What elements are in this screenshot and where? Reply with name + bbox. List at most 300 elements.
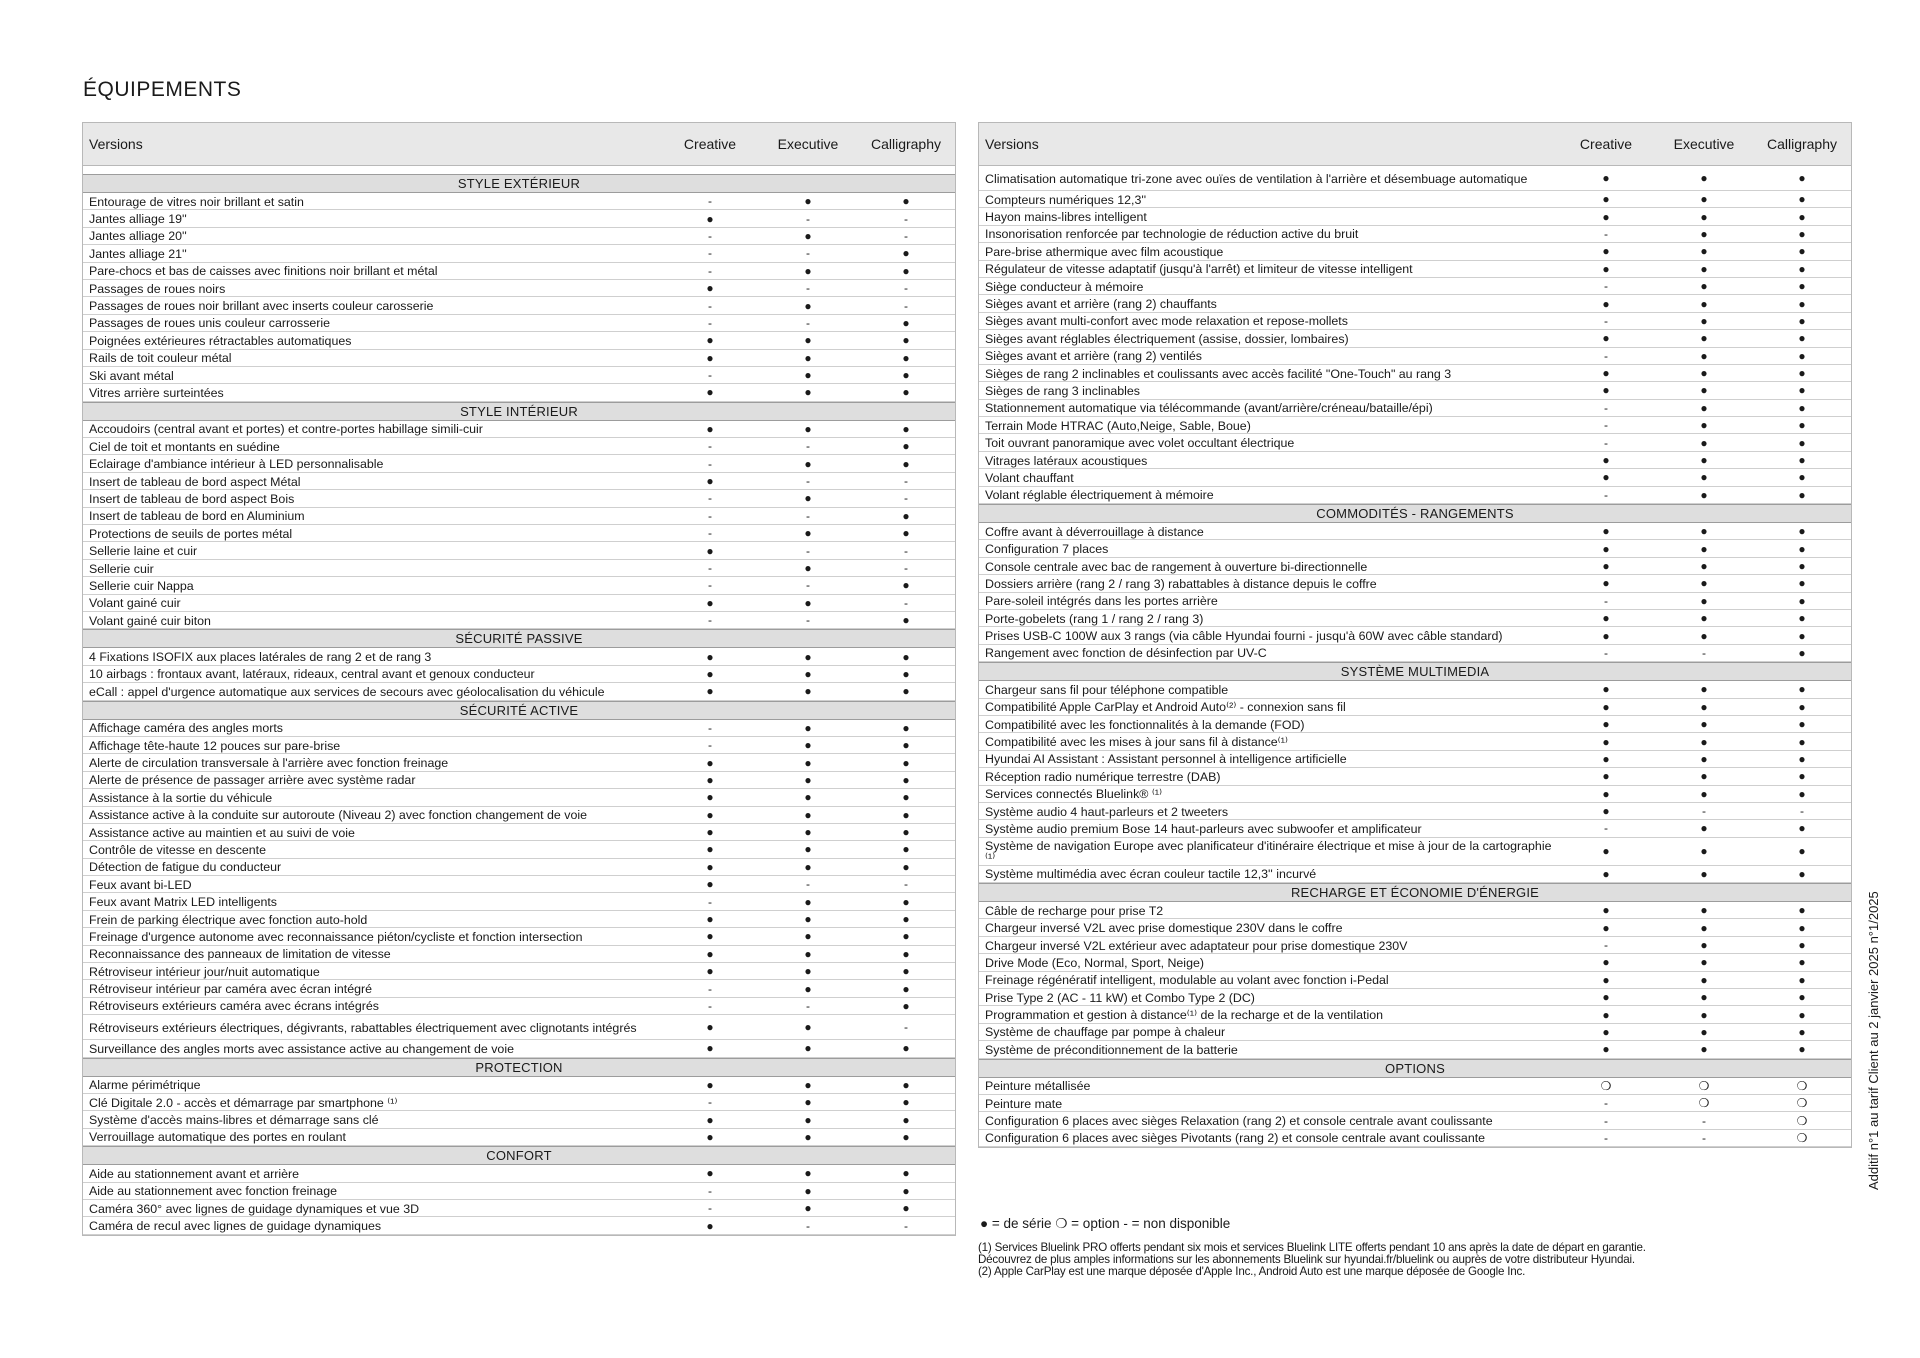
table-row bbox=[979, 1024, 1851, 1041]
availability-creative: - bbox=[708, 1183, 712, 1198]
availability-creative: ● bbox=[706, 421, 714, 436]
feature-label: Passages de roues unis couleur carrosserie bbox=[89, 316, 331, 331]
table-row bbox=[979, 295, 1851, 312]
page-title: ÉQUIPEMENTS bbox=[83, 78, 242, 101]
table-row bbox=[83, 772, 955, 789]
availability-executive: ● bbox=[1700, 611, 1708, 626]
availability-executive: ● bbox=[804, 929, 812, 944]
availability-executive: - bbox=[806, 281, 810, 296]
table-row bbox=[979, 400, 1851, 417]
availability-calligraphy: ● bbox=[1798, 313, 1806, 328]
section-header: PROTECTION bbox=[83, 1058, 955, 1077]
feature-label: Alerte de présence de passager arrière avec système radar bbox=[89, 773, 416, 788]
availability-creative: ● bbox=[1602, 734, 1610, 749]
availability-calligraphy: ● bbox=[902, 772, 910, 787]
table-row bbox=[979, 452, 1851, 469]
table-row bbox=[979, 348, 1851, 365]
availability-executive: ● bbox=[804, 790, 812, 805]
availability-executive: ● bbox=[1700, 487, 1708, 502]
availability-executive: - bbox=[1702, 1113, 1706, 1128]
availability-executive: ● bbox=[1700, 400, 1708, 415]
availability-calligraphy: ● bbox=[902, 649, 910, 664]
header-versions: Versions bbox=[985, 136, 1039, 152]
feature-label: Rétroviseurs extérieurs caméra avec écrans intégrés bbox=[89, 999, 379, 1014]
table-row bbox=[83, 841, 955, 858]
feature-label: Jantes alliage 19'' bbox=[89, 212, 187, 227]
availability-executive: ● bbox=[804, 772, 812, 787]
feature-label: Assistance active au maintien et au suivi de voie bbox=[89, 825, 355, 840]
availability-creative: ❍ bbox=[1600, 1078, 1612, 1093]
table-row bbox=[979, 469, 1851, 486]
availability-executive: ● bbox=[804, 946, 812, 961]
feature-label: Siège conducteur à mémoire bbox=[985, 279, 1144, 294]
availability-calligraphy: ● bbox=[902, 1112, 910, 1127]
availability-creative: ● bbox=[706, 772, 714, 787]
availability-executive: ● bbox=[804, 807, 812, 822]
availability-executive: ● bbox=[1700, 1007, 1708, 1022]
table-row bbox=[83, 1094, 955, 1111]
feature-label: Porte-gobelets (rang 1 / rang 2 / rang 3) bbox=[985, 611, 1204, 626]
availability-calligraphy: ● bbox=[902, 578, 910, 593]
table-row bbox=[83, 1217, 955, 1234]
feature-label: Pare-chocs et bas de caisses avec finitions noir brillant et métal bbox=[89, 264, 438, 279]
feature-label: Insert de tableau de bord aspect Métal bbox=[89, 474, 301, 489]
feature-label: Sellerie cuir Nappa bbox=[89, 578, 194, 593]
availability-calligraphy: ● bbox=[902, 720, 910, 735]
section-header: SYSTÈME MULTIMEDIA bbox=[979, 662, 1851, 681]
feature-label: Sellerie laine et cuir bbox=[89, 544, 198, 559]
availability-executive: ● bbox=[804, 194, 812, 209]
availability-executive: ● bbox=[1700, 383, 1708, 398]
availability-executive: ● bbox=[804, 1095, 812, 1110]
table-row bbox=[979, 417, 1851, 434]
feature-label: Volant gainé cuir biton bbox=[89, 613, 211, 628]
table-row bbox=[979, 434, 1851, 451]
availability-calligraphy: ● bbox=[1798, 751, 1806, 766]
feature-label: Coffre avant à déverrouillage à distance bbox=[985, 524, 1204, 539]
availability-executive: - bbox=[806, 211, 810, 226]
feature-label: Climatisation automatique tri-zone avec ouïes de ventilation à l'arrière et désembuage automatique bbox=[985, 171, 1528, 186]
table-row bbox=[83, 737, 955, 754]
availability-calligraphy: ● bbox=[1798, 226, 1806, 241]
table-row bbox=[979, 558, 1851, 575]
availability-executive: ● bbox=[804, 1166, 812, 1181]
availability-creative: ● bbox=[1602, 524, 1610, 539]
feature-label: Freinage régénératif intelligent, modulable au volant avec fonction i-Pedal bbox=[985, 973, 1389, 988]
feature-label: Sellerie cuir bbox=[89, 561, 154, 576]
table-row bbox=[83, 980, 955, 997]
section-header: OPTIONS bbox=[979, 1059, 1851, 1078]
table-body-left bbox=[83, 174, 955, 1235]
feature-label: Vitres arrière surteintées bbox=[89, 385, 224, 400]
table-row bbox=[979, 1112, 1851, 1129]
feature-label: Terrain Mode HTRAC (Auto,Neige, Sable, Boue) bbox=[985, 418, 1251, 433]
header-creative: Creative bbox=[683, 136, 737, 152]
availability-calligraphy: ● bbox=[1798, 524, 1806, 539]
availability-creative: ● bbox=[706, 929, 714, 944]
availability-creative: - bbox=[1604, 226, 1608, 241]
availability-creative: ● bbox=[1602, 972, 1610, 987]
availability-calligraphy: ● bbox=[1798, 453, 1806, 468]
availability-creative: - bbox=[1604, 487, 1608, 502]
availability-calligraphy: ● bbox=[902, 526, 910, 541]
feature-label: Volant gainé cuir bbox=[89, 596, 181, 611]
availability-calligraphy: ● bbox=[902, 684, 910, 699]
availability-calligraphy: ● bbox=[1798, 576, 1806, 591]
availability-creative: ● bbox=[706, 1020, 714, 1035]
availability-creative: ● bbox=[1602, 990, 1610, 1005]
table-row bbox=[979, 699, 1851, 716]
table-row bbox=[83, 560, 955, 577]
availability-calligraphy: ● bbox=[1798, 487, 1806, 502]
table-row bbox=[979, 610, 1851, 627]
availability-creative: - bbox=[1604, 1096, 1608, 1111]
feature-label: Rétroviseurs extérieurs électriques, dégivrants, rabattables électriquement avec clignotants intégrés bbox=[89, 1020, 637, 1035]
availability-creative: ● bbox=[1602, 331, 1610, 346]
table-row bbox=[83, 666, 955, 683]
availability-calligraphy: - bbox=[904, 1020, 908, 1035]
feature-label: Dossiers arrière (rang 2 / rang 3) rabattables à distance depuis le coffre bbox=[985, 576, 1377, 591]
feature-label: Système de navigation Europe avec planificateur d'itinéraire électrique et mise à jour de la cartographie ⁽¹⁾ bbox=[985, 838, 1552, 865]
availability-executive: ● bbox=[1700, 435, 1708, 450]
availability-creative: ● bbox=[706, 1112, 714, 1127]
section-header: SÉCURITÉ PASSIVE bbox=[83, 629, 955, 648]
table-row bbox=[83, 367, 955, 384]
availability-calligraphy: ● bbox=[902, 421, 910, 436]
availability-calligraphy: - bbox=[904, 595, 908, 610]
availability-creative: ● bbox=[706, 281, 714, 296]
availability-executive: ❍ bbox=[1698, 1096, 1710, 1111]
table-row bbox=[979, 313, 1851, 330]
availability-executive: ● bbox=[804, 526, 812, 541]
availability-calligraphy: ● bbox=[1798, 972, 1806, 987]
availability-creative: - bbox=[708, 578, 712, 593]
table-row bbox=[83, 789, 955, 806]
feature-label: Verrouillage automatique des portes en roulant bbox=[89, 1130, 346, 1145]
availability-calligraphy: ● bbox=[902, 508, 910, 523]
availability-creative: - bbox=[708, 613, 712, 628]
availability-executive: ● bbox=[804, 1201, 812, 1216]
table-row bbox=[83, 577, 955, 594]
feature-label: Ciel de toit et montants en suédine bbox=[89, 439, 280, 454]
availability-executive: - bbox=[806, 246, 810, 261]
availability-calligraphy: ❍ bbox=[1796, 1078, 1808, 1093]
availability-calligraphy: ● bbox=[1798, 1007, 1806, 1022]
availability-calligraphy: ● bbox=[1798, 786, 1806, 801]
table-row bbox=[83, 963, 955, 980]
table-row bbox=[979, 716, 1851, 733]
availability-calligraphy: ● bbox=[1798, 938, 1806, 953]
availability-creative: - bbox=[708, 508, 712, 523]
availability-creative: ● bbox=[1602, 559, 1610, 573]
availability-calligraphy: ● bbox=[1798, 903, 1806, 918]
feature-label: Ski avant métal bbox=[89, 368, 174, 383]
availability-executive: ● bbox=[804, 842, 812, 857]
table-row bbox=[979, 1130, 1851, 1147]
availability-calligraphy: ● bbox=[1798, 171, 1806, 185]
availability-creative: ● bbox=[1602, 1042, 1610, 1057]
availability-creative: ● bbox=[1602, 844, 1610, 859]
availability-calligraphy: ● bbox=[902, 738, 910, 753]
availability-calligraphy: ● bbox=[1798, 920, 1806, 935]
table-row bbox=[979, 989, 1851, 1006]
table-row bbox=[83, 525, 955, 542]
availability-executive: ● bbox=[804, 964, 812, 979]
availability-executive: ● bbox=[1700, 418, 1708, 433]
table-row bbox=[979, 954, 1851, 971]
table-row bbox=[83, 508, 955, 525]
availability-calligraphy: - bbox=[904, 211, 908, 226]
table-row bbox=[979, 382, 1851, 399]
table-row bbox=[83, 1183, 955, 1200]
availability-calligraphy: ● bbox=[1798, 296, 1806, 311]
availability-calligraphy: ❍ bbox=[1796, 1130, 1808, 1145]
availability-executive: ● bbox=[804, 1183, 812, 1198]
table-row bbox=[83, 490, 955, 507]
availability-creative: ● bbox=[1602, 171, 1610, 185]
feature-label: Assistance à la sortie du véhicule bbox=[89, 790, 273, 805]
table-row bbox=[979, 1041, 1851, 1058]
availability-creative: ● bbox=[706, 859, 714, 874]
table-row bbox=[979, 972, 1851, 989]
feature-label: Contrôle de vitesse en descente bbox=[89, 842, 267, 857]
feature-label: Assistance active à la conduite sur autoroute (Niveau 2) avec fonction changement de voie bbox=[89, 808, 587, 823]
availability-creative: - bbox=[708, 263, 712, 278]
availability-executive: - bbox=[806, 613, 810, 628]
availability-calligraphy: - bbox=[904, 474, 908, 489]
feature-label: Système audio 4 haut-parleurs et 2 tweeters bbox=[985, 804, 1229, 819]
availability-calligraphy: ● bbox=[902, 368, 910, 383]
availability-calligraphy: ● bbox=[902, 1166, 910, 1181]
availability-executive: ● bbox=[804, 368, 812, 383]
availability-creative: ● bbox=[1602, 1007, 1610, 1022]
availability-executive: ● bbox=[804, 684, 812, 699]
availability-calligraphy: ● bbox=[1798, 645, 1806, 660]
availability-creative: ● bbox=[706, 842, 714, 857]
availability-executive: ● bbox=[804, 421, 812, 436]
availability-calligraphy: ● bbox=[1798, 593, 1806, 608]
availability-creative: - bbox=[1604, 348, 1608, 363]
availability-calligraphy: ● bbox=[1798, 682, 1806, 697]
availability-calligraphy: ● bbox=[1798, 628, 1806, 643]
availability-executive: ● bbox=[804, 894, 812, 909]
availability-executive: ● bbox=[1700, 682, 1708, 697]
table-row bbox=[83, 911, 955, 928]
feature-label: 10 airbags : frontaux avant, latéraux, rideaux, central avant et genoux conducteur bbox=[89, 667, 535, 682]
availability-executive: ● bbox=[1700, 699, 1708, 714]
availability-calligraphy: - bbox=[904, 1218, 908, 1233]
feature-label: 4 Fixations ISOFIX aux places latérales de rang 2 et de rang 3 bbox=[89, 650, 432, 665]
availability-creative: - bbox=[708, 894, 712, 909]
table-row bbox=[83, 297, 955, 314]
feature-label: Drive Mode (Eco, Normal, Sport, Neige) bbox=[985, 955, 1204, 970]
availability-creative: - bbox=[708, 194, 712, 209]
header-executive: Executive bbox=[1673, 136, 1735, 152]
availability-creative: ● bbox=[1602, 717, 1610, 732]
availability-creative: ● bbox=[1602, 244, 1610, 259]
availability-executive: ● bbox=[804, 1112, 812, 1127]
feature-label: Services connectés Bluelink® ⁽¹⁾ bbox=[985, 787, 1163, 802]
availability-executive: ● bbox=[1700, 366, 1708, 381]
availability-calligraphy: ● bbox=[902, 807, 910, 822]
availability-calligraphy: ● bbox=[1798, 990, 1806, 1005]
availability-calligraphy: ● bbox=[902, 1129, 910, 1144]
side-note: Additif n°1 au tarif Client au 2 janvier 2025 n°1/2025 bbox=[1866, 891, 1881, 1190]
availability-calligraphy: ● bbox=[902, 1041, 910, 1056]
availability-creative: ● bbox=[706, 964, 714, 979]
availability-creative: ● bbox=[1602, 769, 1610, 784]
availability-calligraphy: ● bbox=[902, 946, 910, 961]
availability-executive: ● bbox=[1700, 717, 1708, 732]
feature-label: Clé Digitale 2.0 - accès et démarrage par smartphone ⁽¹⁾ bbox=[89, 1095, 398, 1110]
availability-creative: - bbox=[708, 738, 712, 753]
feature-label: Programmation et gestion à distance⁽¹⁾ de la recharge et de la ventilation bbox=[985, 1008, 1383, 1023]
feature-label: Caméra 360° avec lignes de guidage dynamiques et vue 3D bbox=[89, 1201, 420, 1216]
availability-executive: - bbox=[1702, 804, 1706, 819]
feature-label: Hayon mains-libres intelligent bbox=[985, 210, 1147, 225]
table-row bbox=[979, 838, 1851, 866]
availability-calligraphy: ● bbox=[902, 385, 910, 400]
availability-creative: ● bbox=[706, 1166, 714, 1181]
availability-calligraphy: ● bbox=[1798, 699, 1806, 714]
availability-executive: ● bbox=[1700, 244, 1708, 259]
availability-creative: ● bbox=[1602, 955, 1610, 970]
availability-calligraphy: ● bbox=[902, 194, 910, 209]
availability-calligraphy: ● bbox=[1798, 192, 1806, 207]
availability-executive: ● bbox=[1700, 209, 1708, 224]
table-row bbox=[979, 681, 1851, 698]
feature-label: Sièges de rang 3 inclinables bbox=[985, 383, 1140, 398]
availability-creative: ● bbox=[706, 912, 714, 927]
header-executive: Executive bbox=[777, 136, 839, 152]
availability-executive: ● bbox=[1700, 576, 1708, 591]
availability-calligraphy: ● bbox=[902, 825, 910, 840]
availability-calligraphy: ● bbox=[902, 964, 910, 979]
availability-creative: - bbox=[708, 1201, 712, 1216]
feature-label: Feux avant bi-LED bbox=[89, 877, 192, 892]
feature-label: Compatibilité avec les mises à jour sans fil à distance⁽¹⁾ bbox=[985, 735, 1288, 750]
feature-label: Feux avant Matrix LED intelligents bbox=[89, 895, 278, 910]
availability-executive: ● bbox=[804, 298, 812, 313]
table-row bbox=[979, 226, 1851, 243]
availability-calligraphy: ● bbox=[902, 1183, 910, 1198]
availability-calligraphy: ● bbox=[1798, 1042, 1806, 1057]
availability-creative: ● bbox=[706, 666, 714, 681]
feature-label: Système de préconditionnement de la batterie bbox=[985, 1042, 1238, 1057]
feature-label: Caméra de recul avec lignes de guidage dynamiques bbox=[89, 1219, 382, 1233]
availability-executive: ● bbox=[1700, 226, 1708, 241]
feature-label: Chargeur inversé V2L avec prise domestique 230V dans le coffre bbox=[985, 921, 1343, 936]
availability-creative: ● bbox=[1602, 366, 1610, 381]
table-row bbox=[979, 768, 1851, 785]
section-header: STYLE EXTÉRIEUR bbox=[83, 174, 955, 193]
availability-creative: - bbox=[708, 456, 712, 471]
table-row bbox=[83, 455, 955, 472]
feature-label: Passages de roues noir brillant avec inserts couleur carosserie bbox=[89, 299, 434, 314]
availability-creative: ● bbox=[1602, 261, 1610, 276]
availability-creative: ● bbox=[1602, 296, 1610, 311]
availability-calligraphy: ● bbox=[902, 315, 910, 330]
availability-executive: ● bbox=[1700, 734, 1708, 749]
feature-label: Volant chauffant bbox=[985, 470, 1074, 485]
feature-label: Poignées extérieures rétractables automatiques bbox=[89, 333, 352, 348]
feature-label: Alarme périmétrique bbox=[89, 1078, 201, 1093]
availability-calligraphy: ● bbox=[1798, 734, 1806, 749]
availability-executive: ● bbox=[804, 981, 812, 996]
availability-executive: ● bbox=[1700, 955, 1708, 970]
availability-creative: - bbox=[708, 439, 712, 454]
feature-label: Sièges de rang 2 inclinables et coulissants avec accès facilité "One-Touch" au rang 3 bbox=[985, 366, 1452, 381]
availability-creative: ● bbox=[1602, 470, 1610, 485]
table-row bbox=[83, 683, 955, 700]
availability-calligraphy: ● bbox=[902, 894, 910, 909]
availability-calligraphy: ● bbox=[1798, 366, 1806, 381]
availability-executive: ● bbox=[804, 561, 812, 575]
table-row bbox=[83, 542, 955, 559]
feature-label: Réception radio numérique terrestre (DAB) bbox=[985, 769, 1221, 784]
availability-creative: ● bbox=[706, 474, 714, 489]
table-header bbox=[979, 123, 1851, 166]
availability-executive: ● bbox=[1700, 628, 1708, 643]
availability-creative: ● bbox=[1602, 786, 1610, 801]
availability-calligraphy: - bbox=[904, 281, 908, 296]
table-row bbox=[83, 1165, 955, 1182]
availability-creative: ● bbox=[1602, 453, 1610, 468]
availability-calligraphy: ● bbox=[902, 613, 910, 628]
availability-calligraphy: ● bbox=[1798, 209, 1806, 224]
availability-executive: ● bbox=[1700, 453, 1708, 468]
table-row bbox=[979, 1095, 1851, 1112]
availability-executive: ● bbox=[804, 1041, 812, 1056]
availability-creative: ● bbox=[706, 595, 714, 610]
availability-creative: - bbox=[708, 998, 712, 1013]
table-row bbox=[979, 261, 1851, 278]
legend: ● = de série ❍ = option - = non disponible bbox=[980, 1216, 1231, 1231]
availability-creative: - bbox=[708, 491, 712, 506]
availability-calligraphy: ● bbox=[1798, 331, 1806, 346]
feature-label: Insert de tableau de bord aspect Bois bbox=[89, 491, 295, 506]
availability-calligraphy: ● bbox=[1798, 1024, 1806, 1039]
availability-executive: ● bbox=[1700, 866, 1708, 881]
section-header: CONFORT bbox=[83, 1146, 955, 1165]
availability-executive: ● bbox=[804, 1077, 812, 1092]
availability-creative: - bbox=[708, 720, 712, 735]
footnote: (1) Services Bluelink PRO offerts pendant six mois et services Bluelink LITE offerts pendant 10 ans après la date de départ en garantie. bbox=[978, 1241, 1646, 1254]
table-row bbox=[979, 627, 1851, 644]
availability-creative: - bbox=[708, 981, 712, 996]
table-row bbox=[979, 593, 1851, 610]
availability-executive: - bbox=[806, 315, 810, 330]
availability-executive: ● bbox=[1700, 261, 1708, 276]
availability-creative: ● bbox=[1602, 209, 1610, 224]
table-row bbox=[979, 820, 1851, 837]
availability-creative: - bbox=[708, 298, 712, 313]
feature-label: Insonorisation renforcée par technologie de réduction active du bruit bbox=[985, 227, 1359, 242]
table-row bbox=[83, 595, 955, 612]
availability-creative: ● bbox=[706, 649, 714, 664]
availability-creative: ● bbox=[706, 350, 714, 365]
availability-creative: ● bbox=[1602, 866, 1610, 881]
table-row bbox=[979, 751, 1851, 768]
table-row bbox=[83, 928, 955, 945]
feature-label: Toit ouvrant panoramique avec volet occultant électrique bbox=[985, 436, 1295, 451]
table-header bbox=[83, 123, 955, 166]
availability-calligraphy: ● bbox=[902, 666, 910, 681]
feature-label: Compatibilité Apple CarPlay et Android Auto⁽²⁾ - connexion sans fil bbox=[985, 700, 1346, 715]
feature-label: Pare-brise athermique avec film acoustique bbox=[985, 244, 1224, 259]
feature-label: Vitrages latéraux acoustiques bbox=[985, 453, 1148, 468]
header-calligraphy: Calligraphy bbox=[870, 136, 942, 152]
